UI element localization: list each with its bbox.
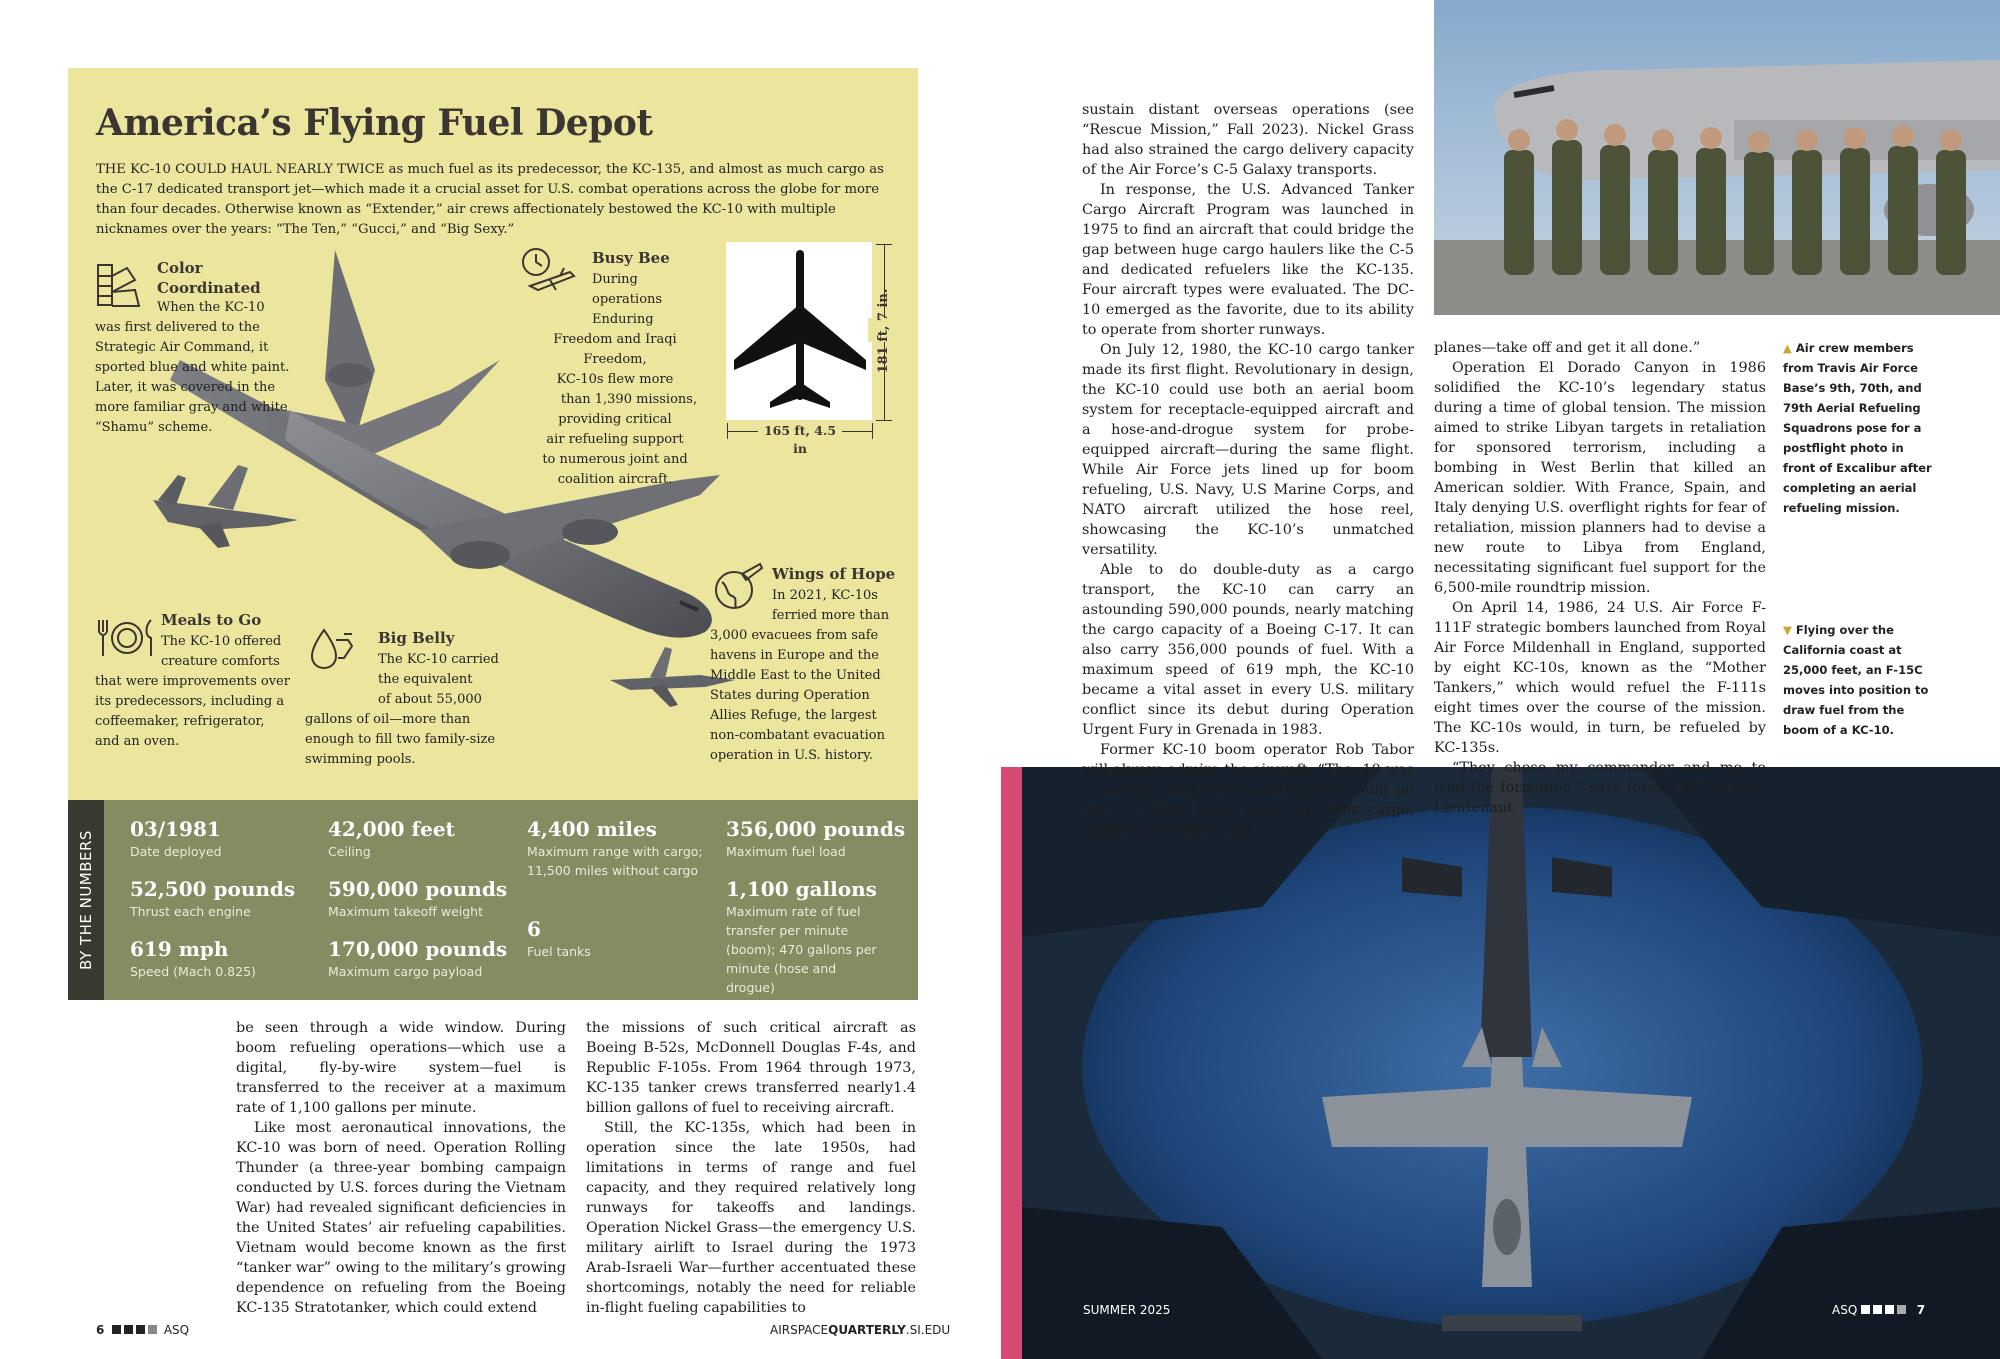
big-belly-line: swimming pools. xyxy=(305,752,416,767)
busy-bee-body xyxy=(520,270,710,490)
body-paragraph: sustain distant overseas operations (see “Rescue Mission,” Fall 2023). Nickel Grass had also strained the cargo delivery capacity of the Air Force’s C-5 Galaxy transports. xyxy=(1082,102,1414,178)
body-paragraph: be seen through a wide window. During boom refueling operations—which use a digital, fly-by-wire system—fuel is transferred to the receiver at a maximum rate of 1,100 gallons per minute. xyxy=(236,1020,566,1116)
page-number-left: 6 xyxy=(96,1323,105,1337)
stat-value: 6 xyxy=(527,917,541,941)
refueling-photo xyxy=(1022,767,2000,1359)
stat-label: Thrust each engine xyxy=(130,904,251,919)
stat-takeoff-weight xyxy=(328,876,518,921)
stat-label: Maximum takeoff weight xyxy=(328,904,483,919)
stat-ceiling xyxy=(328,816,518,861)
site-url-bold: QUARTERLY xyxy=(828,1323,906,1337)
stat-value: 03/1981 xyxy=(130,817,221,841)
square-bullet-icon xyxy=(112,1325,121,1334)
footer-issue: SUMMER 2025 xyxy=(1083,1303,1171,1317)
busy-bee-line: KC-10s flew more xyxy=(556,372,674,387)
stat-value: 1,100 gallons xyxy=(726,877,877,901)
body-column-left-1 xyxy=(236,1018,566,1318)
body-paragraph: Still, the KC-135s, which had been in operation since the late 1950s, had limitations in terms of range and fuel capacity, and they required relatively long runways for takeoffs and landings. Operation Nickel Grass—the emergency U.S. military airlift to Israel during the 1973 Arab-Israeli War—further accentuated these shortcomings, notably the need for reliable in-flight fueling capabilities to xyxy=(586,1120,916,1316)
busy-bee-line: providing critical xyxy=(558,412,672,427)
stat-label: Date deployed xyxy=(130,844,222,859)
footer-site-url xyxy=(770,1323,950,1337)
body-paragraph: “They chose my commander and me to lead the formation,” says former KC-10 pilot Lieutenant xyxy=(1434,760,1766,816)
body-column-left-2 xyxy=(586,1018,916,1318)
wings-of-hope-line: ferried more than xyxy=(772,608,890,623)
page-number-right: 7 xyxy=(1916,1303,1926,1317)
stat-thrust xyxy=(130,876,320,921)
body-column-right-2 xyxy=(1434,338,1766,818)
body-paragraph: Operation El Dorado Canyon in 1986 solidified the KC-10’s legendary status during a time of global tension. The mission aimed to strike Libyan targets in retaliation for sponsored terrorism, including a bombing in West Berlin that killed an American soldier. With France, Spain, and Italy denying U.S. overflight rights for fear of retaliation, mission planners had to devise a new route to Libya from England, necessitating significant fuel support for the 6,500-mile roundtrip mission. xyxy=(1434,360,1766,596)
stat-value: 42,000 feet xyxy=(328,817,455,841)
big-belly-body xyxy=(305,650,505,770)
stat-label: Speed (Mach 0.825) xyxy=(130,964,256,979)
site-url-prefix: AIRSPACE xyxy=(770,1323,829,1337)
color-swatch-icon xyxy=(95,262,143,310)
by-the-numbers-sidebar xyxy=(68,800,104,1000)
busy-bee-line: air refueling support xyxy=(546,432,684,447)
big-belly-line: The KC-10 carried xyxy=(378,652,499,667)
body-paragraph: On July 12, 1980, the KC-10 cargo tanker made its first flight. Revolutionary in design, the KC-10 could use both an aerial boom system for receptacle-equipped aircraft and a hose-and-drogue system for probe-equipped aircraft—during the same flight. While Air Force jets lined up for boom refueling, U.S. Navy, U.S Marine Corps, and NATO aircraft utilized the hose reel, showcasing the KC-10’s unmatched versatility. xyxy=(1082,342,1414,558)
stat-date-deployed xyxy=(130,816,320,861)
width-dimension-label: 165 ft, 4.5 in xyxy=(758,422,842,440)
caption-flying-text: Flying over the California coast at 25,000 feet, an F-15C moves into position to draw fuel from the boom of a KC-10. xyxy=(1783,623,1929,737)
wings-of-hope-body xyxy=(710,586,900,766)
wings-of-hope-line: Allies Refuge, the largest xyxy=(710,708,877,723)
stat-value: 590,000 pounds xyxy=(328,877,508,901)
wings-of-hope-line: havens in Europe and the xyxy=(710,648,879,663)
big-belly-line: of about 55,000 xyxy=(378,692,482,707)
stat-label: Maximum fuel load xyxy=(726,844,846,859)
square-bullet-icon xyxy=(148,1325,157,1334)
wings-of-hope-line: operation in U.S. history. xyxy=(710,748,874,763)
meals-to-go-line: creature comforts xyxy=(161,654,280,669)
body-paragraph: Former KC-10 boom operator Rob Tabor will always admire the aircraft: “The -10 was a marvel—dual-role capability. We could go into a fighter base, scoop up their cargo, support personnel, and xyxy=(1082,742,1414,838)
caption-crew-photo xyxy=(1783,338,1933,518)
wings-of-hope-title: Wings of Hope xyxy=(772,565,896,583)
caption-flying-photo xyxy=(1783,620,1933,740)
big-belly-line: enough to fill two family-size xyxy=(305,732,496,747)
by-the-numbers-label: BY THE NUMBERS xyxy=(77,830,95,970)
meals-to-go-body: that were improvements over its predecessors, including a coffeemaker, refrigerator, and an oven. xyxy=(95,674,290,749)
stat-fuel-tanks xyxy=(527,916,717,961)
color-coordinated-title: Color Coordinated xyxy=(157,259,261,297)
wings-of-hope-line: 3,000 evacuees from safe xyxy=(710,628,879,643)
stat-value: 4,400 miles xyxy=(527,817,657,841)
body-column-right-1 xyxy=(1082,100,1414,840)
wings-of-hope-line: States during Operation xyxy=(710,688,870,703)
stat-cargo-payload xyxy=(328,936,518,981)
brand-left: ASQ xyxy=(163,1323,190,1337)
fighter-jet-illustration xyxy=(148,460,308,550)
busy-bee-title: Busy Bee xyxy=(592,249,670,267)
busy-bee-line: than 1,390 missions, xyxy=(560,392,698,407)
caption-crew-text: Air crew members from Travis Air Force Base’s 9th, 70th, and 79th Aerial Refueling Squadrons pose for a postflight photo in front of Excalibur after completing an aerial refueling mission. xyxy=(1783,341,1932,515)
big-belly-line: gallons of oil—more than xyxy=(305,712,471,727)
stat-value: 170,000 pounds xyxy=(328,937,508,961)
big-belly-line: the equivalent xyxy=(378,672,473,687)
busy-bee-line: to numerous joint and xyxy=(542,452,688,467)
body-paragraph: Able to do double-duty as a cargo transport, the KC-10 can carry an astounding 590,000 pounds, nearly matching the cargo capacity of a Boeing C-17. It can also carry 356,000 pounds of fuel. With a maximum speed of 619 mph, the KC-10 became a vital asset in every U.S. military conflict since its debut during Operation Urgent Fury in Grenada in 1983. xyxy=(1082,562,1414,738)
footer-left xyxy=(96,1323,189,1337)
wings-of-hope-line: Middle East to the United xyxy=(710,668,881,683)
stat-label: Ceiling xyxy=(328,844,371,859)
square-bullet-icon xyxy=(1897,1305,1906,1314)
square-bullet-icon xyxy=(1885,1305,1894,1314)
stat-value: 356,000 pounds xyxy=(726,817,906,841)
square-bullet-icon xyxy=(136,1325,145,1334)
stat-value: 619 mph xyxy=(130,937,229,961)
busy-bee-line: During operations xyxy=(592,272,663,307)
triangle-bullet-icon: ▼ xyxy=(1783,623,1792,637)
brand-right: ASQ xyxy=(1832,1303,1858,1317)
body-paragraph: On April 14, 1986, 24 U.S. Air Force F-111F strategic bombers launched from Royal Air Force Mildenhall in England, supported by eight KC-10s, known as the “Mother Tankers,” which would refuel the F-111s eight times over the course of the mission. The KC-10s would, in turn, be refueled by KC-135s. xyxy=(1434,600,1766,756)
meal-icon xyxy=(95,616,157,660)
footer-right xyxy=(1832,1303,1925,1317)
square-bullet-icon xyxy=(124,1325,133,1334)
body-paragraph: Like most aeronautical innovations, the KC-10 was born of need. Operation Rolling Thunder (a three-year bombing campaign conducted by U.S. forces during the Vietnam War) had revealed significant deficiencies in the United States’ air refueling capabilities. Vietnam would become known as the first “tanker war” owing to the military’s growing dependence on refueling from the Boeing KC-135 Stratotanker, which could extend xyxy=(236,1120,566,1316)
square-bullet-icon xyxy=(1861,1305,1870,1314)
wings-of-hope-line: In 2021, KC-10s xyxy=(772,588,878,603)
stat-value: 52,500 pounds xyxy=(130,877,296,901)
infographic-title: America’s Flying Fuel Depot xyxy=(96,102,653,144)
stat-label: Maximum range with cargo; 11,500 miles without cargo xyxy=(527,844,703,878)
body-paragraph: planes—take off and get it all done.” xyxy=(1434,340,1701,356)
wings-of-hope-line: non-combatant evacuation xyxy=(710,728,885,743)
meals-to-go-title: Meals to Go xyxy=(161,611,262,629)
width-dimension-tick xyxy=(872,423,873,439)
color-coordinated-body: was first delivered to the Strategic Air Command, it sported blue and white paint. Later, it was covered in the more familiar gray and white “Shamu” scheme. xyxy=(95,320,290,435)
busy-bee-line: Enduring xyxy=(592,312,654,327)
kc10-silhouette-icon xyxy=(726,242,872,420)
stat-label: Maximum rate of fuel transfer per minute (boom); 470 gallons per minute (hose and drogue) xyxy=(726,904,877,995)
stat-transfer-rate xyxy=(726,876,886,997)
meals-to-go-line: The KC-10 offered xyxy=(161,634,282,649)
infographic-intro: THE KC-10 COULD HAUL NEARLY TWICE as much fuel as its predecessor, the KC-135, and almost as much cargo as the C-17 dedicated transport jet—which made it a crucial asset for U.S. combat operations across the globe for more than four decades. Otherwise known as “Extender,” air crews affectionately bestowed the KC-10 with multiple nicknames over the years: “The Ten,” “Gucci,” and “Big Sexy.” xyxy=(96,162,884,237)
site-url-suffix: .SI.EDU xyxy=(905,1323,951,1337)
body-paragraph: In response, the U.S. Advanced Tanker Cargo Aircraft Program was launched in 1975 to find an aircraft that could bridge the gap between huge cargo haulers like the C-5 and dedicated refuelers like the KC-135. Four aircraft types were evaluated. The DC-10 emerged as the favorite, due to its ability to operate from shorter runways. xyxy=(1082,182,1414,338)
stat-range xyxy=(527,816,712,880)
height-dimension-label: 181 ft, 7 in. xyxy=(876,288,891,374)
stat-label: Fuel tanks xyxy=(527,944,591,959)
stat-label: Maximum cargo payload xyxy=(328,964,483,979)
color-coordinated-line: When the KC-10 xyxy=(157,300,265,315)
crew-photo xyxy=(1434,0,2000,315)
body-paragraph: the missions of such critical aircraft as Boeing B-52s, McDonnell Douglas F-4s, and Republic F-105s. From 1964 through 1973, KC-135 tanker crews transferred nearly1.4 billion gallons of fuel to receiving aircraft. xyxy=(586,1020,916,1116)
busy-bee-line: coalition aircraft. xyxy=(557,472,673,487)
stat-speed xyxy=(130,936,320,981)
stat-fuel-load xyxy=(726,816,916,861)
triangle-bullet-icon: ▲ xyxy=(1783,341,1792,355)
square-bullet-icon xyxy=(1873,1305,1882,1314)
busy-bee-line: Freedom and Iraqi Freedom, xyxy=(553,332,677,367)
big-belly-title: Big Belly xyxy=(378,629,455,647)
